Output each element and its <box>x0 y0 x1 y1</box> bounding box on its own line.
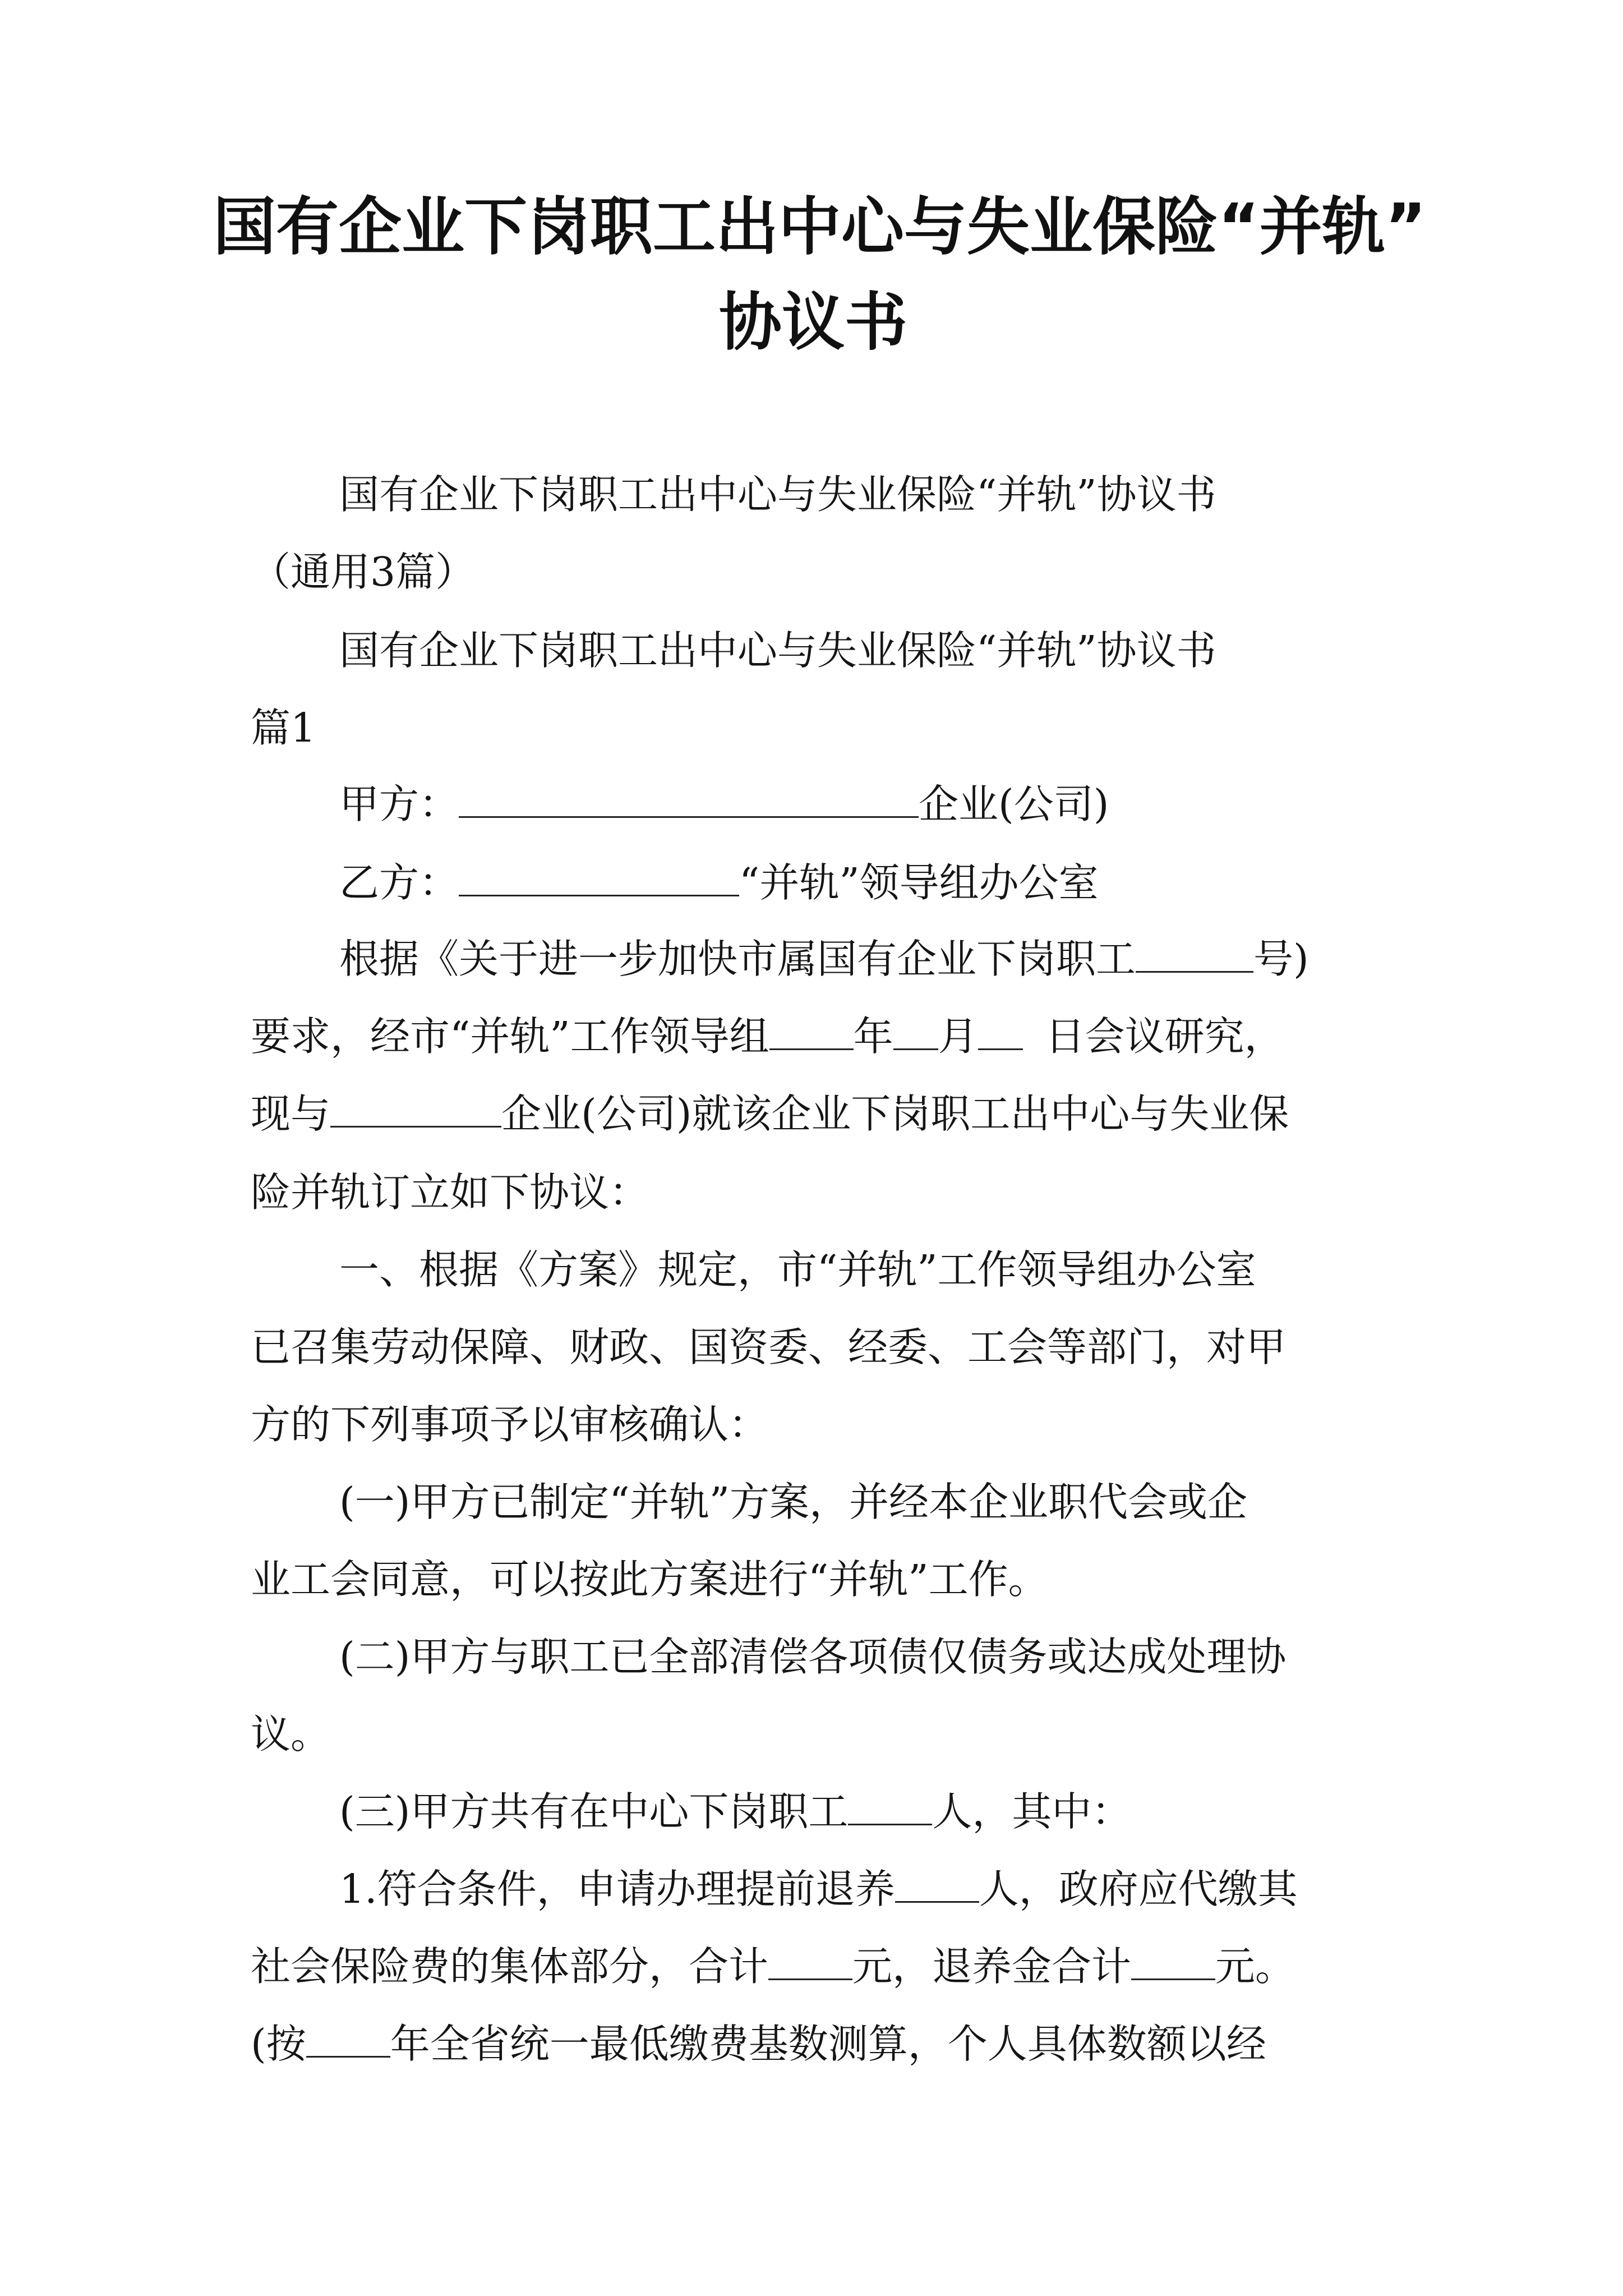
point1-line-2 <box>251 1939 1378 1995</box>
basis-line-4: 险并轨订立如下协议： <box>251 1169 649 1216</box>
collection-heading-line-1 <box>339 467 1378 523</box>
point1-line-1 <box>339 1861 1467 1917</box>
laid-off-count-blank <box>848 1789 932 1825</box>
basis-year-label: 年 <box>853 1013 893 1060</box>
document-title-line-2: 协议书 <box>719 286 907 359</box>
sub1-line-1: (一)甲方已制定“并轨”方案，并经本企业职代会或企 <box>339 1479 1247 1525</box>
sub3-line <box>339 1784 1467 1840</box>
basis-text-3b: 企业(公司)就该企业下岗职工出中心与失业保 <box>501 1091 1289 1137</box>
party-b-line <box>339 855 1467 911</box>
party-b-blank <box>459 860 739 896</box>
party-a-line <box>339 776 1467 832</box>
point1-text-3a: (按 <box>251 2021 306 2067</box>
party-a-label: 甲方： <box>339 781 459 827</box>
early-retire-count-blank <box>895 1866 979 1903</box>
section-heading-line-2: 篇1 <box>251 705 316 751</box>
point1-text-2b: 元，退养金合计 <box>852 1943 1132 1990</box>
base-year-blank <box>306 2021 390 2058</box>
sub3-text-a: (三)甲方共有在中心下岗职工 <box>339 1788 849 1835</box>
point1-text-2c: 元。 <box>1215 1943 1295 1990</box>
point1-text-3b: 年全省统一最低缴费基数测算，个人具体数额以经 <box>390 2021 1266 2067</box>
meeting-year-blank <box>769 1014 854 1050</box>
meeting-month-blank <box>893 1014 938 1050</box>
section-heading-text: 国有企业下岗职工出中心与失业保险“并轨”协议书 <box>339 627 1216 674</box>
basis-text-2a: 要求，经市“并轨”工作领导组 <box>251 1013 769 1060</box>
basis-text-1a: 根据《关于进一步加快市属国有企业下岗职工 <box>339 936 1136 982</box>
company-name-blank <box>330 1091 501 1128</box>
basis-month-label: 月 <box>938 1013 978 1060</box>
item1-line-1: 一、根据《方案》规定，市“并轨”工作领导组办公室 <box>339 1246 1256 1293</box>
point1-text-1a: 1.符合条件，申请办理提前退养 <box>339 1866 895 1912</box>
retirement-total-blank <box>1131 1944 1215 1980</box>
party-a-blank <box>459 781 919 818</box>
point1-text-1b: 人，政府应代缴其 <box>979 1866 1298 1912</box>
collection-heading-text: 国有企业下岗职工出中心与失业保险“并轨”协议书 <box>339 471 1216 518</box>
item1-line-2: 已召集劳动保障、财政、国资委、经委、工会等部门，对甲 <box>251 1324 1287 1370</box>
collection-heading-line-2: （通用3篇） <box>251 549 476 595</box>
basis-text-2d: 日会议研究， <box>1045 1013 1284 1060</box>
sub2-line-1: (二)甲方与职工已全部清偿各项债仅债务或达成处理协 <box>339 1634 1287 1680</box>
document-title-line-1: 国有企业下岗职工出中心与失业保险“并轨” <box>213 191 1427 264</box>
sub2-line-2: 议。 <box>251 1711 331 1757</box>
insurance-total-blank <box>768 1944 852 1980</box>
point1-line-3 <box>251 2016 1378 2072</box>
sub1-line-2: 业工会同意，可以按此方案进行“并轨”工作。 <box>251 1556 1048 1603</box>
point1-text-2a: 社会保险费的集体部分，合计 <box>251 1943 769 1990</box>
basis-text-3a: 现与 <box>251 1091 331 1137</box>
basis-text-1b: 号) <box>1253 936 1309 982</box>
basis-line-1 <box>339 931 1378 987</box>
basis-line-2 <box>251 1009 1378 1065</box>
item1-line-3: 方的下列事项予以审核确认： <box>251 1401 769 1448</box>
section-heading-line-1 <box>339 623 1378 679</box>
meeting-day-blank <box>978 1014 1023 1050</box>
basis-doc-number-blank <box>1136 936 1253 973</box>
party-a-suffix: 企业(公司) <box>919 781 1109 827</box>
party-b-suffix: “并轨”领导组办公室 <box>739 859 1099 906</box>
party-b-label: 乙方： <box>339 859 459 906</box>
basis-line-3 <box>251 1086 1378 1142</box>
sub3-text-b: 人，其中： <box>932 1788 1132 1835</box>
